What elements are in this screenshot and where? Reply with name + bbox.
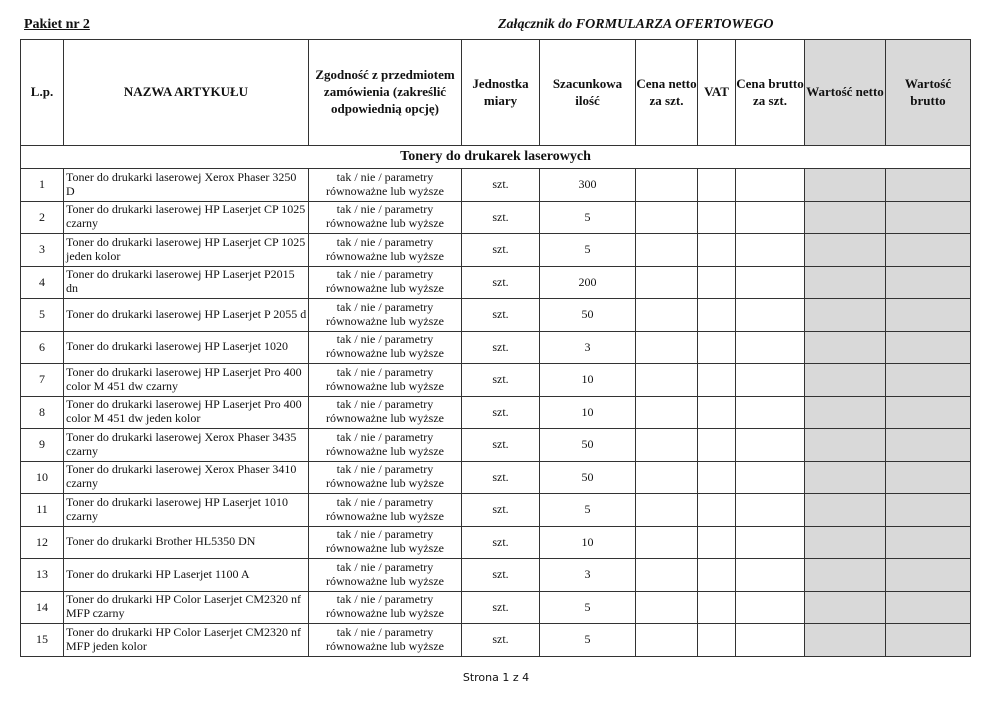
estimated-quantity: 5	[540, 494, 636, 527]
unit-of-measure: szt.	[462, 461, 540, 494]
compliance-option: tak / nie / parametry równoważne lub wyższe	[309, 559, 462, 592]
header-row	[21, 40, 971, 146]
net-price-cell[interactable]	[636, 591, 698, 624]
net-value-cell[interactable]	[805, 364, 886, 397]
row-number: 6	[21, 331, 64, 364]
vat-cell[interactable]	[698, 169, 736, 202]
vat-cell[interactable]	[698, 559, 736, 592]
vat-cell[interactable]	[698, 526, 736, 559]
net-price-cell[interactable]	[636, 364, 698, 397]
table-row	[21, 234, 971, 267]
item-name: Toner do drukarki laserowej Xerox Phaser 3410 czarny	[64, 461, 309, 494]
col-header-name: NAZWA ARTYKUŁU	[64, 40, 309, 146]
compliance-option: tak / nie / parametry równoważne lub wyższe	[309, 234, 462, 267]
vat-cell[interactable]	[698, 624, 736, 657]
gross-value-cell[interactable]	[886, 266, 971, 299]
compliance-option: tak / nie / parametry równoważne lub wyższe	[309, 266, 462, 299]
col-header-gross-value: Wartość brutto	[886, 40, 971, 146]
gross-price-cell[interactable]	[736, 591, 805, 624]
estimated-quantity: 10	[540, 396, 636, 429]
gross-value-cell[interactable]	[886, 591, 971, 624]
net-value-cell[interactable]	[805, 331, 886, 364]
net-price-cell[interactable]	[636, 299, 698, 332]
col-header-gross-price: Cena brutto za szt.	[736, 40, 805, 146]
net-price-cell[interactable]	[636, 559, 698, 592]
table-row	[21, 169, 971, 202]
unit-of-measure: szt.	[462, 559, 540, 592]
gross-price-cell[interactable]	[736, 266, 805, 299]
gross-price-cell[interactable]	[736, 624, 805, 657]
net-value-cell[interactable]	[805, 624, 886, 657]
gross-value-cell[interactable]	[886, 429, 971, 462]
estimated-quantity: 5	[540, 201, 636, 234]
net-price-cell[interactable]	[636, 461, 698, 494]
gross-value-cell[interactable]	[886, 396, 971, 429]
estimated-quantity: 200	[540, 266, 636, 299]
unit-of-measure: szt.	[462, 266, 540, 299]
table-row	[21, 526, 971, 559]
gross-price-cell[interactable]	[736, 331, 805, 364]
item-name: Toner do drukarki laserowej HP Laserjet P2015 dn	[64, 266, 309, 299]
table-row	[21, 624, 971, 657]
estimated-quantity: 50	[540, 461, 636, 494]
table-row	[21, 429, 971, 462]
item-name: Toner do drukarki laserowej HP Laserjet CP 1025 czarny	[64, 201, 309, 234]
compliance-option: tak / nie / parametry równoważne lub wyższe	[309, 461, 462, 494]
estimated-quantity: 10	[540, 526, 636, 559]
gross-value-cell[interactable]	[886, 234, 971, 267]
unit-of-measure: szt.	[462, 494, 540, 527]
net-value-cell[interactable]	[805, 299, 886, 332]
unit-of-measure: szt.	[462, 331, 540, 364]
attachment-title: Załącznik do FORMULARZA OFERTOWEGO	[498, 17, 774, 32]
unit-of-measure: szt.	[462, 429, 540, 462]
compliance-option: tak / nie / parametry równoważne lub wyższe	[309, 364, 462, 397]
gross-price-cell[interactable]	[736, 396, 805, 429]
net-value-cell[interactable]	[805, 461, 886, 494]
row-number: 11	[21, 494, 64, 527]
item-name: Toner do drukarki HP Color Laserjet CM2320 nf MFP jeden kolor	[64, 624, 309, 657]
row-number: 13	[21, 559, 64, 592]
vat-cell[interactable]	[698, 201, 736, 234]
unit-of-measure: szt.	[462, 364, 540, 397]
offer-table	[20, 39, 971, 657]
gross-value-cell[interactable]	[886, 494, 971, 527]
item-name: Toner do drukarki laserowej HP Laserjet Pro 400 color M 451 dw czarny	[64, 364, 309, 397]
gross-value-cell[interactable]	[886, 201, 971, 234]
unit-of-measure: szt.	[462, 169, 540, 202]
estimated-quantity: 50	[540, 299, 636, 332]
col-header-quantity: Szacunkowa ilość	[540, 40, 636, 146]
gross-price-cell[interactable]	[736, 299, 805, 332]
row-number: 3	[21, 234, 64, 267]
gross-price-cell[interactable]	[736, 526, 805, 559]
gross-price-cell[interactable]	[736, 201, 805, 234]
compliance-option: tak / nie / parametry równoważne lub wyższe	[309, 526, 462, 559]
row-number: 7	[21, 364, 64, 397]
compliance-option: tak / nie / parametry równoważne lub wyższe	[309, 201, 462, 234]
vat-cell[interactable]	[698, 234, 736, 267]
compliance-option: tak / nie / parametry równoważne lub wyższe	[309, 396, 462, 429]
item-name: Toner do drukarki laserowej Xerox Phaser 3435 czarny	[64, 429, 309, 462]
item-name: Toner do drukarki laserowej HP Laserjet 1010 czarny	[64, 494, 309, 527]
row-number: 5	[21, 299, 64, 332]
gross-value-cell[interactable]	[886, 299, 971, 332]
row-number: 15	[21, 624, 64, 657]
compliance-option: tak / nie / parametry równoważne lub wyższe	[309, 331, 462, 364]
net-price-cell[interactable]	[636, 494, 698, 527]
net-value-cell[interactable]	[805, 591, 886, 624]
table-row	[21, 559, 971, 592]
table-row	[21, 299, 971, 332]
vat-cell[interactable]	[698, 429, 736, 462]
table-row	[21, 201, 971, 234]
gross-value-cell[interactable]	[886, 526, 971, 559]
page-number: Strona 1 z 4	[462, 671, 530, 684]
vat-cell[interactable]	[698, 299, 736, 332]
unit-of-measure: szt.	[462, 624, 540, 657]
section-title: Tonery do drukarek laserowych	[21, 146, 971, 169]
estimated-quantity: 5	[540, 624, 636, 657]
vat-cell[interactable]	[698, 331, 736, 364]
net-price-cell[interactable]	[636, 201, 698, 234]
unit-of-measure: szt.	[462, 234, 540, 267]
item-name: Toner do drukarki laserowej HP Laserjet CP 1025 jeden kolor	[64, 234, 309, 267]
net-value-cell[interactable]	[805, 526, 886, 559]
net-value-cell[interactable]	[805, 201, 886, 234]
vat-cell[interactable]	[698, 591, 736, 624]
vat-cell[interactable]	[698, 461, 736, 494]
net-price-cell[interactable]	[636, 169, 698, 202]
unit-of-measure: szt.	[462, 201, 540, 234]
gross-price-cell[interactable]	[736, 494, 805, 527]
compliance-option: tak / nie / parametry równoważne lub wyższe	[309, 494, 462, 527]
table-row	[21, 396, 971, 429]
item-name: Toner do drukarki laserowej HP Laserjet P 2055 d	[64, 299, 309, 332]
col-header-lp: L.p.	[21, 40, 64, 146]
estimated-quantity: 10	[540, 364, 636, 397]
item-name: Toner do drukarki HP Color Laserjet CM2320 nf MFP czarny	[64, 591, 309, 624]
net-price-cell[interactable]	[636, 266, 698, 299]
gross-value-cell[interactable]	[886, 169, 971, 202]
table-row	[21, 331, 971, 364]
net-price-cell[interactable]	[636, 429, 698, 462]
row-number: 1	[21, 169, 64, 202]
row-number: 8	[21, 396, 64, 429]
unit-of-measure: szt.	[462, 396, 540, 429]
gross-price-cell[interactable]	[736, 429, 805, 462]
net-price-cell[interactable]	[636, 331, 698, 364]
col-header-net-value: Wartość netto	[805, 40, 886, 146]
package-title: Pakiet nr 2	[24, 17, 90, 32]
section-row	[21, 146, 971, 169]
net-price-cell[interactable]	[636, 396, 698, 429]
gross-value-cell[interactable]	[886, 331, 971, 364]
estimated-quantity: 3	[540, 559, 636, 592]
gross-value-cell[interactable]	[886, 559, 971, 592]
row-number: 4	[21, 266, 64, 299]
gross-value-cell[interactable]	[886, 624, 971, 657]
item-name: Toner do drukarki HP Laserjet 1100 A	[64, 559, 309, 592]
unit-of-measure: szt.	[462, 299, 540, 332]
net-value-cell[interactable]	[805, 169, 886, 202]
net-value-cell[interactable]	[805, 234, 886, 267]
gross-price-cell[interactable]	[736, 364, 805, 397]
table-row	[21, 591, 971, 624]
col-header-vat: VAT	[698, 40, 736, 146]
table-row	[21, 461, 971, 494]
net-value-cell[interactable]	[805, 494, 886, 527]
row-number: 10	[21, 461, 64, 494]
item-name: Toner do drukarki laserowej HP Laserjet Pro 400 color M 451 dw jeden kolor	[64, 396, 309, 429]
compliance-option: tak / nie / parametry równoważne lub wyższe	[309, 169, 462, 202]
row-number: 2	[21, 201, 64, 234]
net-price-cell[interactable]	[636, 234, 698, 267]
estimated-quantity: 5	[540, 591, 636, 624]
net-value-cell[interactable]	[805, 559, 886, 592]
estimated-quantity: 300	[540, 169, 636, 202]
estimated-quantity: 50	[540, 429, 636, 462]
gross-value-cell[interactable]	[886, 461, 971, 494]
vat-cell[interactable]	[698, 266, 736, 299]
item-name: Toner do drukarki Brother HL5350 DN	[64, 526, 309, 559]
row-number: 12	[21, 526, 64, 559]
gross-price-cell[interactable]	[736, 234, 805, 267]
gross-price-cell[interactable]	[736, 461, 805, 494]
table-row	[21, 266, 971, 299]
vat-cell[interactable]	[698, 396, 736, 429]
item-name: Toner do drukarki laserowej HP Laserjet 1020	[64, 331, 309, 364]
estimated-quantity: 5	[540, 234, 636, 267]
compliance-option: tak / nie / parametry równoważne lub wyższe	[309, 624, 462, 657]
estimated-quantity: 3	[540, 331, 636, 364]
net-price-cell[interactable]	[636, 526, 698, 559]
row-number: 9	[21, 429, 64, 462]
col-header-net-price: Cena netto za szt.	[636, 40, 698, 146]
net-value-cell[interactable]	[805, 429, 886, 462]
compliance-option: tak / nie / parametry równoważne lub wyższe	[309, 591, 462, 624]
table-row	[21, 494, 971, 527]
gross-price-cell[interactable]	[736, 559, 805, 592]
row-number: 14	[21, 591, 64, 624]
col-header-compliance: Zgodność z przedmiotem zamówienia (zakreślić odpowiednią opcję)	[309, 40, 462, 146]
compliance-option: tak / nie / parametry równoważne lub wyższe	[309, 429, 462, 462]
vat-cell[interactable]	[698, 494, 736, 527]
compliance-option: tak / nie / parametry równoważne lub wyższe	[309, 299, 462, 332]
net-price-cell[interactable]	[636, 624, 698, 657]
unit-of-measure: szt.	[462, 591, 540, 624]
col-header-unit: Jednostka miary	[462, 40, 540, 146]
unit-of-measure: szt.	[462, 526, 540, 559]
net-value-cell[interactable]	[805, 266, 886, 299]
table-row	[21, 364, 971, 397]
item-name: Toner do drukarki laserowej Xerox Phaser 3250 D	[64, 169, 309, 202]
gross-value-cell[interactable]	[886, 364, 971, 397]
gross-price-cell[interactable]	[736, 169, 805, 202]
vat-cell[interactable]	[698, 364, 736, 397]
net-value-cell[interactable]	[805, 396, 886, 429]
